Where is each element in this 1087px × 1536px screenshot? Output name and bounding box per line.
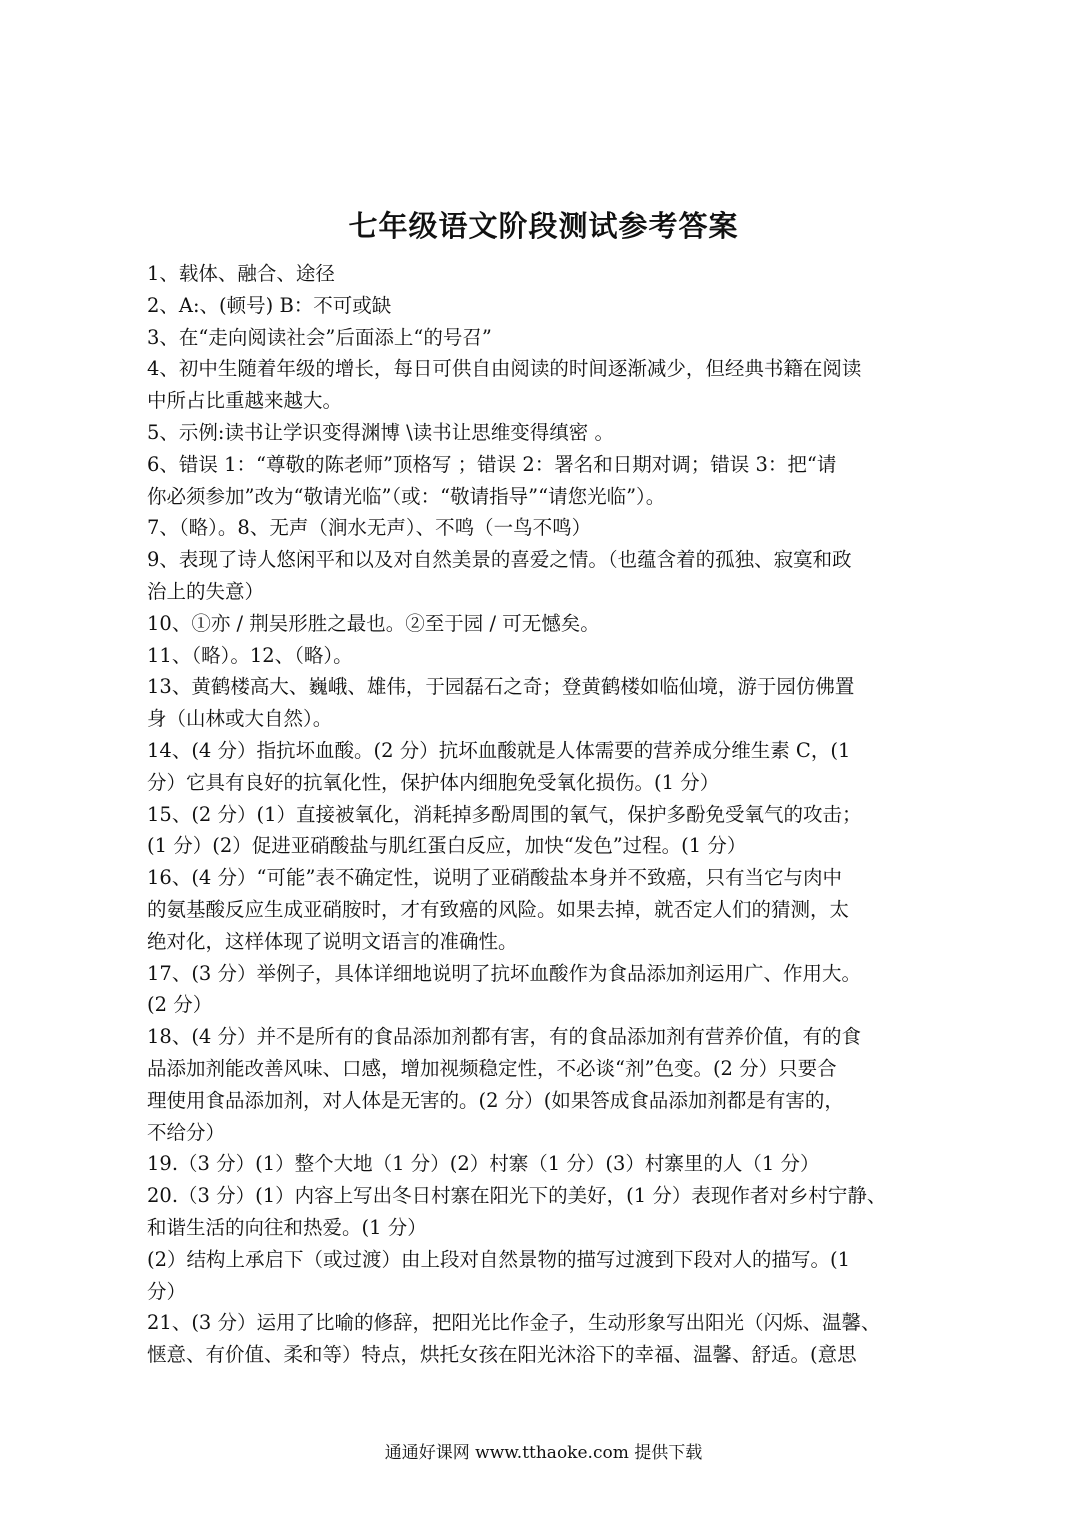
- answer-line: 9、表现了诗人悠闲平和以及对自然美景的喜爱之情。（也蕴含着的孤独、寂寞和政: [147, 548, 852, 572]
- answer-item: [147, 258, 947, 290]
- answer-line: 你必须参加”改为“敬请光临”（或：“敬请指导”“请您光临”）。: [147, 484, 666, 508]
- answer-line: (2）结构上承启下（或过渡）由上段对自然景物的描写过渡到下段对人的描写。(1: [147, 1247, 851, 1271]
- answer-line: 13、黄鹤楼高大、巍峨、雄伟，于园磊石之奇；登黄鹤楼如临仙境，游于园仿佛置: [147, 675, 855, 699]
- answer-line: 7、（略）。8、无声（涧水无声）、不鸣（一鸟不鸣）: [147, 516, 592, 540]
- answer-line: 的氨基酸反应生成亚硝胺时，才有致癌的风险。如果去掉，就否定人们的猜测，太: [147, 897, 850, 921]
- answer-line: (2 分）: [147, 993, 213, 1017]
- answer-item: [147, 1244, 947, 1308]
- answer-line: 1、载体、融合、途径: [147, 262, 335, 285]
- answer-item: [147, 1307, 947, 1371]
- answer-item: [147, 512, 947, 544]
- answer-item: [147, 449, 947, 513]
- answer-line: 5、示例:读书让学识变得渊博 \读书让思维变得缜密 。: [147, 420, 614, 444]
- answer-line: 治上的失意）: [147, 579, 265, 603]
- answer-item: [147, 862, 947, 957]
- answer-line: 3、在“走向阅读社会”后面添上“的号召”: [147, 325, 492, 349]
- answer-line: 17、(3 分）举例子，具体详细地说明了抗坏血酸作为食品添加剂运用广、作用大。: [147, 961, 862, 985]
- page-title: 七年级语文阶段测试参考答案: [348, 209, 739, 243]
- answer-item: [147, 735, 947, 799]
- answer-line: 16、(4 分）“可能”表不确定性，说明了亚硝酸盐本身并不致癌，只有当它与肉中: [147, 866, 842, 890]
- answer-line: 不给分）: [147, 1120, 226, 1144]
- answer-line: 15、(2 分）(1）直接被氧化，消耗掉多酚周围的氧气，保护多酚免受氧气的攻击；: [147, 802, 862, 826]
- answer-item: [147, 608, 947, 640]
- answer-line: 身（山林或大自然）。: [147, 707, 333, 731]
- answer-item: [147, 417, 947, 449]
- answer-item: [147, 322, 947, 354]
- answer-line: 11、（略）。12、（略）。: [147, 643, 353, 667]
- answer-list: [147, 258, 947, 1371]
- answer-line: 品添加剂能改善风味、口感，增加视频稳定性，不必谈“剂”色变。(2 分）只要合: [147, 1056, 837, 1080]
- answer-line: 19.（3 分）(1）整个大地（1 分）(2）村寨（1 分）(3）村寨里的人（1 分）: [147, 1152, 820, 1176]
- answer-line: 2、A:、(顿号) B：不可或缺: [147, 293, 392, 317]
- answer-line: 绝对化，这样体现了说明文语言的准确性。: [147, 929, 518, 953]
- answer-line: 21、(3 分）运用了比喻的修辞，把阳光比作金子，生动形象写出阳光（闪烁、温馨、: [147, 1311, 881, 1335]
- answer-item: [147, 1021, 947, 1148]
- page-footer: 通通好课网 www.tthaoke.com 提供下载: [384, 1443, 703, 1463]
- answer-item: [147, 1148, 947, 1180]
- answer-line: 6、错误 1：“尊敬的陈老师”顶格写 ；错误 2：署名和日期对调；错误 3：把“请: [147, 452, 837, 476]
- answer-line: 20.（3 分）(1）内容上写出冬日村寨在阳光下的美好，(1 分）表现作者对乡村宁静、: [147, 1184, 887, 1208]
- answer-line: 18、(4 分）并不是所有的食品添加剂都有害，有的食品添加剂有营养价值，有的食: [147, 1025, 862, 1049]
- answer-line: 14、(4 分）指抗坏血酸。(2 分）抗坏血酸就是人体需要的营养成分维生素 C，(1: [147, 738, 851, 762]
- answer-line: 中所占比重越来越大。: [147, 389, 343, 413]
- answer-item: [147, 799, 947, 863]
- answer-line: 10、①亦 / 荆吴形胜之最也。②至于园 / 可无憾矣。: [147, 611, 600, 635]
- answer-line: 分）它具有良好的抗氧化性，保护体内细胞免受氧化损伤。(1 分）: [147, 770, 720, 794]
- answer-item: [147, 544, 947, 608]
- answer-item: [147, 671, 947, 735]
- answer-line: (1 分）(2）促进亚硝酸盐与肌红蛋白反应，加快“发色”过程。(1 分）: [147, 834, 747, 858]
- answer-line: 理使用食品添加剂，对人体是无害的。(2 分）(如果答成食品添加剂都是有害的，: [147, 1088, 844, 1112]
- answer-item: [147, 640, 947, 672]
- answer-line: 4、初中生随着年级的增长，每日可供自由阅读的时间逐渐减少，但经典书籍在阅读: [147, 357, 862, 381]
- answer-item: [147, 290, 947, 322]
- answer-item: [147, 353, 947, 417]
- answer-line: 惬意、有价值、柔和等）特点，烘托女孩在阳光沐浴下的幸福、温馨、舒适。(意思: [147, 1343, 857, 1367]
- answer-line: 分）: [147, 1279, 187, 1303]
- answer-line: 和谐生活的向往和热爱。(1 分）: [147, 1215, 427, 1239]
- answer-item: [147, 1180, 947, 1244]
- answer-item: [147, 958, 947, 1022]
